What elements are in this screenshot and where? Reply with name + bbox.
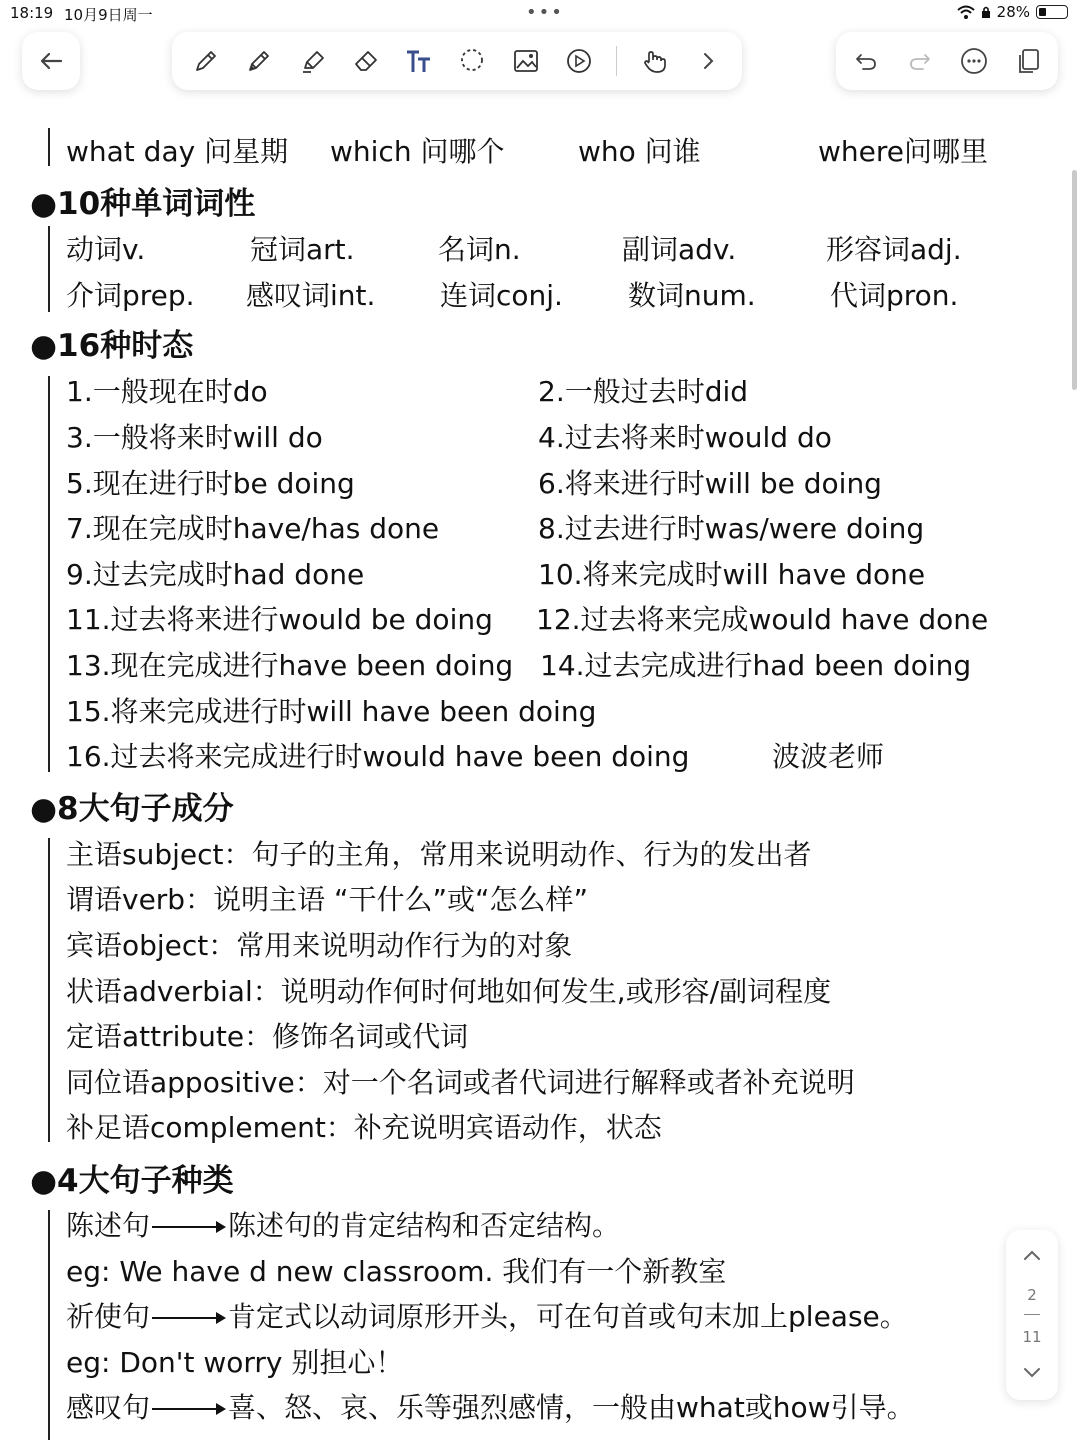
pos-item: 冠词art. <box>250 233 355 266</box>
arrow-right-icon <box>152 1408 224 1410</box>
tense-item: 15.将来完成进行时will have been doing <box>66 695 597 728</box>
component-item: 补足语complement：补充说明宾语动作，状态 <box>66 1111 662 1144</box>
chevron-up-icon <box>1022 1248 1042 1262</box>
margin-line <box>48 1210 50 1440</box>
chevron-down-icon <box>1022 1366 1042 1380</box>
example-line: eg: Don't worry 别担心！ <box>66 1346 404 1379</box>
status-time: 18:19 <box>10 4 54 22</box>
component-item: 状语adverbial：说明动作何时何地如何发生,或形容/副词程度 <box>66 975 832 1008</box>
pos-item: 代词pron. <box>830 279 959 312</box>
pos-item: 副词adv. <box>622 233 737 266</box>
tense-item: 11.过去将来进行would be doing <box>66 603 493 636</box>
total-pages: 11 <box>1022 1328 1042 1346</box>
sentence-type-label: 陈述句 <box>66 1209 151 1242</box>
margin-line <box>48 226 50 312</box>
wh-word: which 问哪个 <box>330 135 505 168</box>
page-up-button[interactable] <box>1006 1242 1058 1272</box>
tense-item: 2.一般过去时did <box>538 375 749 408</box>
component-item: 同位语appositive：对一个名词或者代词进行解释或者补充说明 <box>66 1066 855 1099</box>
section-heading: ●8大句子成分 <box>30 791 234 827</box>
component-item: 宾语object：常用来说明动作行为的对象 <box>66 929 573 962</box>
margin-line <box>48 838 50 1142</box>
tense-item: 5.现在进行时be doing <box>66 467 355 500</box>
pos-item: 数词num. <box>628 279 756 312</box>
arrow-right-icon <box>152 1226 224 1228</box>
example-line: eg: We have d new classroom. 我们有一个新教室 <box>66 1255 727 1288</box>
margin-line <box>48 128 50 166</box>
tense-item: 12.过去将来完成would have done <box>536 603 989 636</box>
tense-item: 13.现在完成进行have been doing <box>66 649 514 682</box>
tense-item: 4.过去将来时would do <box>538 421 832 454</box>
pos-item: 形容词adj. <box>826 233 962 266</box>
page-down-button[interactable] <box>1006 1360 1058 1390</box>
sentence-type-desc: 喜、怒、哀、乐等强烈感情，一般由what或how引导。 <box>228 1391 915 1424</box>
sentence-type-desc: 肯定式以动词原形开头，可在句首或句末加上please。 <box>228 1300 908 1333</box>
tense-item: 7.现在完成时have/has done <box>66 512 440 545</box>
margin-line <box>48 376 50 772</box>
tense-item: 9.过去完成时had done <box>66 558 365 591</box>
tense-item: 10.将来完成时will have done <box>538 558 926 591</box>
component-item: 谓语verb：说明主语 “干什么”或“怎么样” <box>66 883 589 916</box>
pos-item: 名词n. <box>438 233 521 266</box>
pos-item: 介词prep. <box>66 279 195 312</box>
multitasking-dots-icon[interactable]: ••• <box>526 2 564 23</box>
component-item: 主语subject：句子的主角，常用来说明动作、行为的发出者 <box>66 838 812 871</box>
component-item: 定语attribute：修饰名词或代词 <box>66 1020 469 1053</box>
pos-item: 动词v. <box>66 233 146 266</box>
page-navigator <box>1006 1230 1058 1400</box>
section-heading: ●10种单词词性 <box>30 186 256 222</box>
wh-word: what day 问星期 <box>66 135 289 168</box>
tense-item: 1.一般现在时do <box>66 375 268 408</box>
sentence-type-row <box>66 1295 908 1335</box>
pos-item: 连词conj. <box>440 279 563 312</box>
section-heading: ●4大句子种类 <box>30 1163 234 1199</box>
sentence-type-desc: 陈述句的肯定结构和否定结构。 <box>228 1209 621 1242</box>
signature: 波波老师 <box>772 740 885 773</box>
battery-text: 28% <box>996 3 1030 21</box>
tense-item: 14.过去完成进行had been doing <box>540 649 972 682</box>
tense-item: 8.过去进行时was/were doing <box>538 512 925 545</box>
tense-item: 3.一般将来时will do <box>66 421 323 454</box>
page-separator <box>1024 1314 1040 1315</box>
pos-item: 感叹词int. <box>246 279 376 312</box>
sentence-type-label: 祈使句 <box>66 1300 151 1333</box>
tense-item: 16.过去将来完成进行时would have been doing <box>66 740 690 773</box>
wh-word: where问哪里 <box>818 135 988 168</box>
tense-item: 6.将来进行时will be doing <box>538 467 882 500</box>
arrow-right-icon <box>152 1317 224 1319</box>
section-heading: ●16种时态 <box>30 328 194 364</box>
current-page: 2 <box>1027 1286 1037 1304</box>
sentence-type-row <box>66 1386 915 1426</box>
wh-word: who 问谁 <box>578 135 701 168</box>
scrollbar[interactable] <box>1072 170 1077 390</box>
status-date: 10月9日周一 <box>64 6 153 24</box>
sentence-type-label: 感叹句 <box>66 1391 151 1424</box>
sentence-type-row <box>66 1204 620 1244</box>
